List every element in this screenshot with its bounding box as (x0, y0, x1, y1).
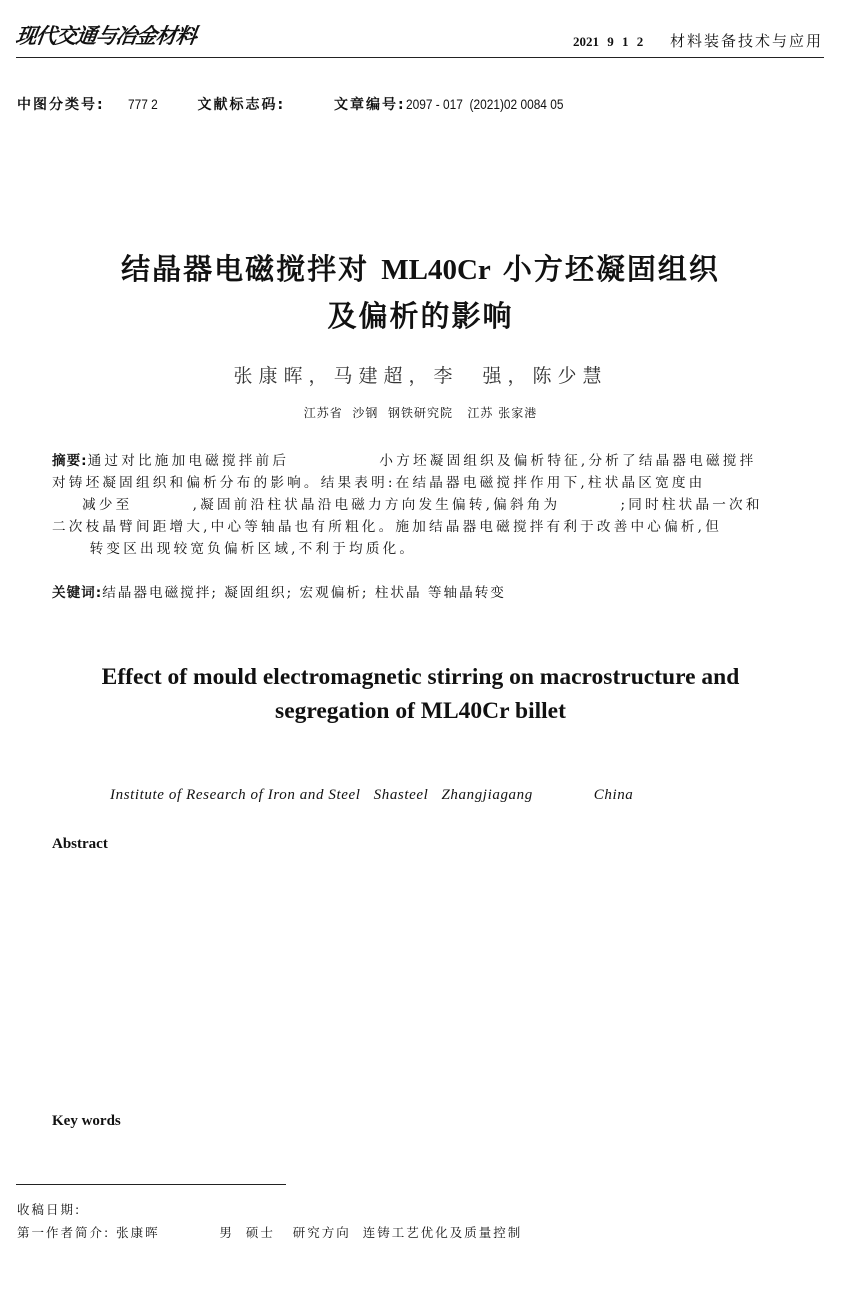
abstract-line: 二次枝晶臂间距增大,中心等轴晶也有所粗化。施加结晶器电磁搅拌有利于改善中心偏析,但 (52, 519, 722, 535)
clc-value: 777 2 (127, 96, 158, 112)
affiliation-english: Institute of Research of Iron and Steel Shasteel Zhangjiagang China (110, 787, 634, 803)
abstract-chinese (52, 450, 787, 560)
issue-info: 2021 9 1 2 (572, 34, 644, 49)
footnote-first-author: 第一作者简介: 张康晖 男 硕士 研究方向 连铸工艺优化及质量控制 (17, 1225, 523, 1240)
section-name: 材料装备技术与应用 (669, 32, 823, 50)
article-no-label: 文章编号: (333, 97, 406, 113)
affiliation-chinese: 江苏省 沙钢 钢铁研究院 江苏 张家港 (303, 406, 538, 420)
journal-logo: 现代交通与冶金材料 (14, 23, 198, 48)
clc-label: 中图分类号: (17, 97, 105, 113)
article-no-value: 2097 - 017 (2021)02 0084 05 (405, 96, 564, 112)
title-en-line1: Effect of mould electromagnetic stirring on macrostructure and (101, 664, 740, 690)
keywords-label: 关键词: (52, 585, 103, 601)
title-chinese (0, 246, 841, 339)
authors: 张康晖，马建超，李 强，陈少慧 (233, 365, 608, 387)
title-cn-steel-grade: ML40Cr (381, 254, 491, 286)
keywords-value: 结晶器电磁搅拌; 凝固组织; 宏观偏析; 柱状晶 等轴晶转变 (102, 585, 506, 601)
keywords-chinese (52, 581, 506, 601)
footnote-received-date: 收稿日期: (17, 1202, 82, 1217)
footnote-rule (16, 1184, 286, 1185)
title-cn-part: 结晶器电磁搅拌对 (121, 252, 382, 286)
abstract-line: 对铸坯凝固组织和偏析分布的影响。结果表明:在结晶器电磁搅拌作用下,柱状晶区宽度由 (52, 475, 706, 491)
article-meta (17, 94, 591, 114)
title-en-line2: segregation of ML40Cr billet (275, 698, 566, 724)
running-header (573, 30, 823, 51)
header-rule (16, 57, 824, 58)
doc-code-label: 文献标志码: (197, 97, 286, 113)
abstract-english-label: Abstract (52, 836, 108, 852)
abstract-line: 转变区出现较宽负偏析区域,不利于均质化。 (52, 541, 417, 557)
abstract-label: 摘要: (52, 453, 88, 469)
keywords-english-label: Key words (52, 1113, 121, 1129)
title-cn-part: 小方坯凝固组织 (490, 252, 720, 286)
title-cn-line2: 及偏析的影响 (327, 299, 514, 333)
abstract-line: 减少至 ,凝固前沿柱状晶沿电磁力方向发生偏转,偏斜角为 ;同时柱状晶一次和 (52, 497, 763, 513)
abstract-line: 通过对比施加电磁搅拌前后 小方坯凝固组织及偏析特征,分析了结晶器电磁搅拌 (87, 453, 757, 469)
title-english (0, 660, 841, 728)
